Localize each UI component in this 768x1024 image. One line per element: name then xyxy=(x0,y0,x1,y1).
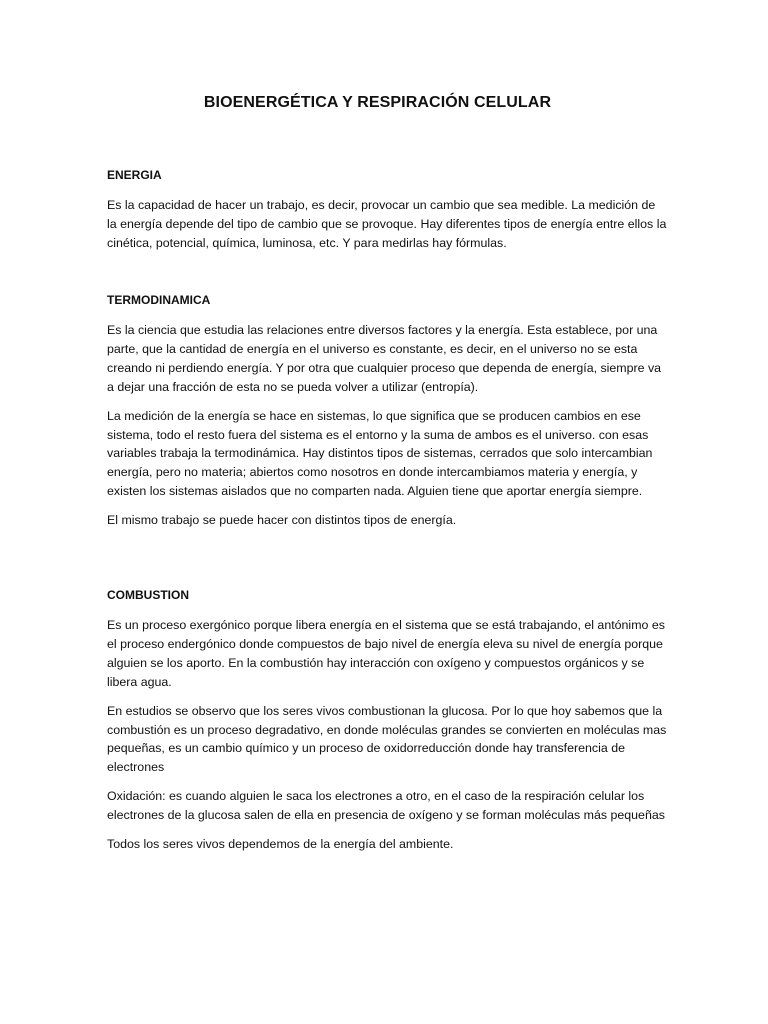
section-energia xyxy=(107,167,667,263)
paragraph: En estudios se observo que los seres vivos combustionan la glucosa. Por lo que hoy sabemos que la combustión es un proceso degradativo, en donde moléculas grandes se convierten en moléculas mas pequeñas, es un cambio químico y un proceso de oxidorreducción donde hay transferencia de electrones xyxy=(107,703,667,775)
paragraph: Es un proceso exergónico porque libera energía en el sistema que se está trabajando, el antónimo es el proceso endergónico donde compuestos de bajo nivel de energía eleva su nivel de energía porque alguien se los aporto. En la combustión hay interacción con oxígeno y compuestos orgánicos y se libera agua. xyxy=(107,618,665,689)
paragraph: Es la capacidad de hacer un trabajo, es decir, provocar un cambio que sea medible. La medición de la energía depende del tipo de cambio que se provoque. Hay diferentes tipos de energía entre ellos la cinética, potencial, química, luminosa, etc. Y para medirlas hay fórmulas. xyxy=(107,198,667,250)
section-termodinamica xyxy=(107,292,667,540)
section-heading: ENERGIA xyxy=(107,168,162,182)
document-title: BIOENERGÉTICA Y RESPIRACIÓN CELULAR xyxy=(203,94,552,111)
paragraph: Todos los seres vivos dependemos de la energía del ambiente. xyxy=(107,837,454,852)
paragraph: Es la ciencia que estudia las relaciones entre diversos factores y la energía. Esta establece, por una parte, que la cantidad de energía en el universo es constante, es decir, en el universo no se esta creando ni perdiendo energía. Y por otra que cualquier proceso que dependa de energía, siempre va a dejar una fracción de esta no se pueda volver a utilizar (entropía). xyxy=(107,323,662,394)
paragraph: Oxidación: es cuando alguien le saca los electrones a otro, en el caso de la respiración celular los electrones de la glucosa salen de ella en presencia de oxígeno y se forman moléculas más pequeñas xyxy=(107,789,665,823)
section-heading: COMBUSTION xyxy=(107,588,189,602)
section-heading: TERMODINAMICA xyxy=(107,293,211,307)
paragraph: El mismo trabajo se puede hacer con distintos tipos de energía. xyxy=(107,513,457,528)
section-combustion xyxy=(107,587,667,864)
paragraph: La medición de la energía se hace en sistemas, lo que significa que se producen cambios en ese sistema, todo el resto fuera del sistema es el entorno y la suma de ambos es el universo. con esas variables trabaja la termodinámica. Hay distintos tipos de sistemas, cerrados que solo intercambian energía, pero no materia; abiertos como nosotros en donde intercambiamos materia y energía, y existen los sistemas aislados que no comparten nada. Alguien tiene que aportar energía siempre. xyxy=(107,408,653,499)
